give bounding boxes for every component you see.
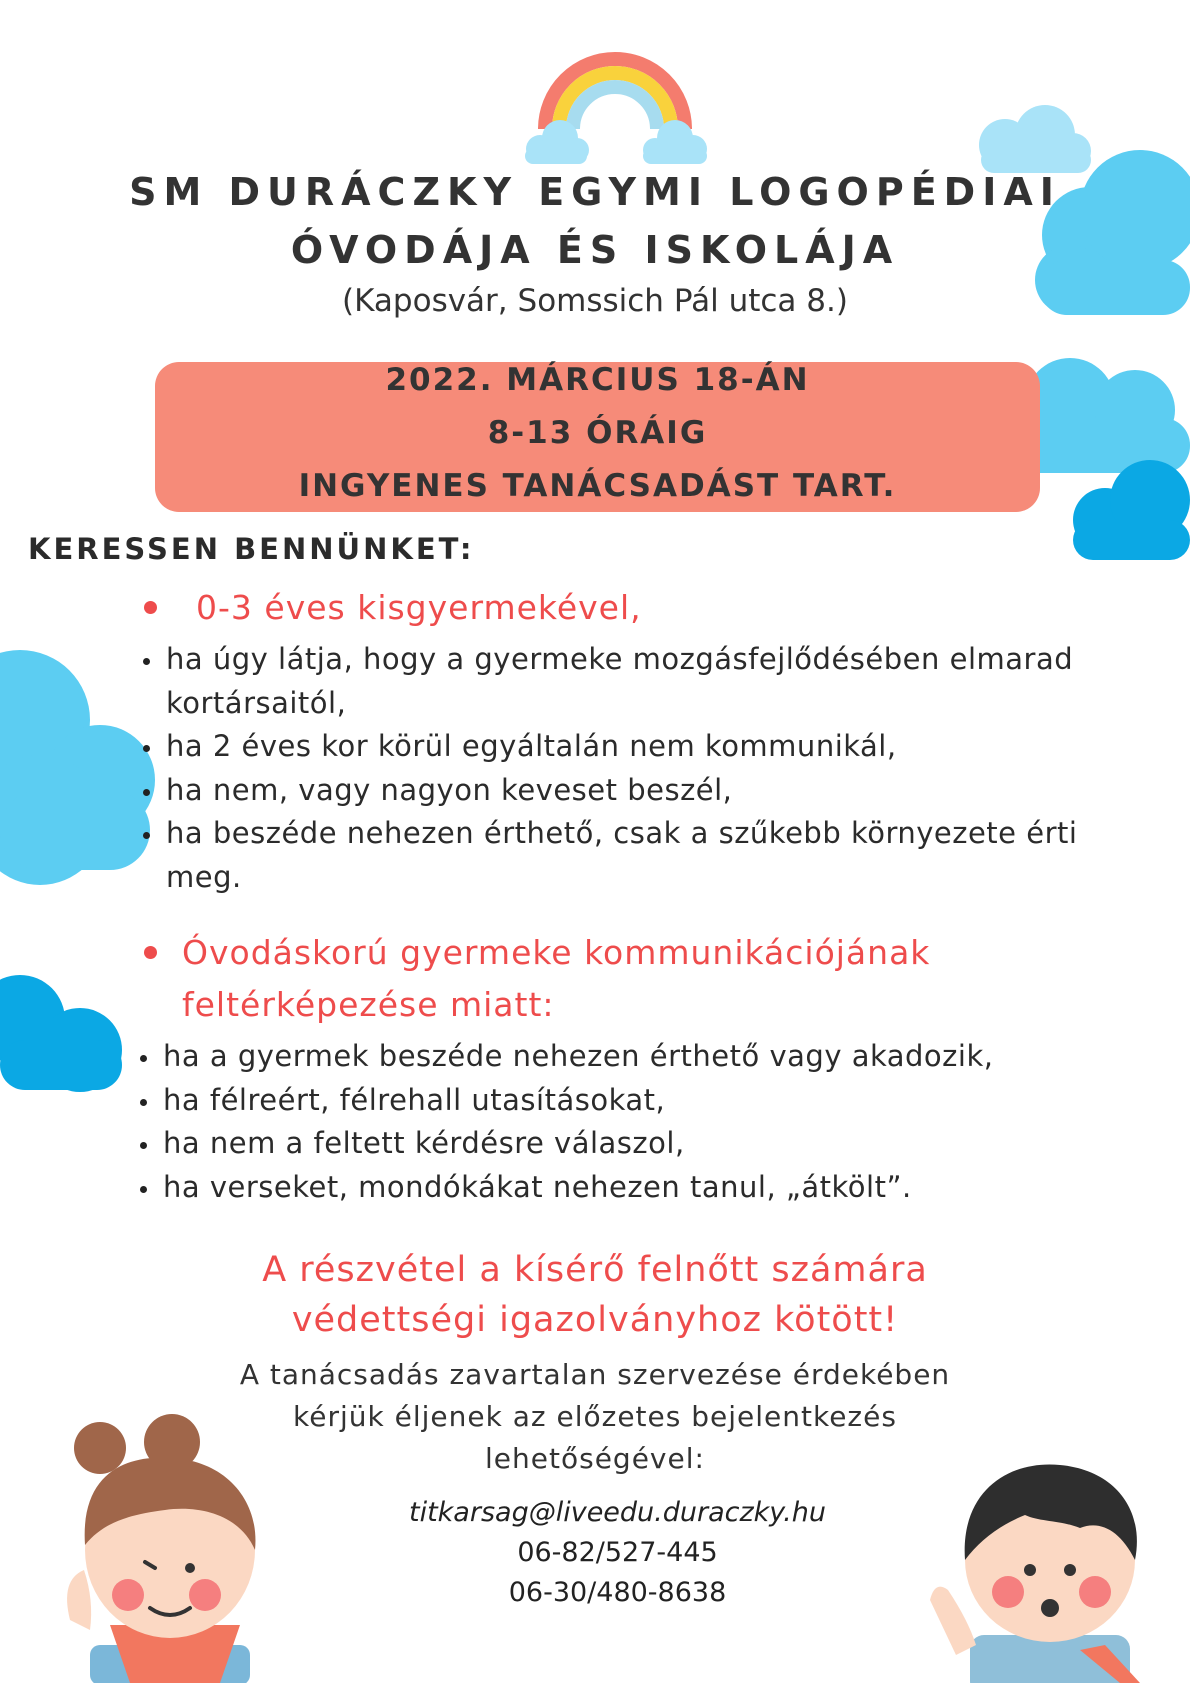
list-item: ha verseket, mondókákat nehezen tanul, „átkölt”. [137,1166,1147,1210]
contact-phone1: 06-82/527-445 [517,1537,718,1568]
list-item: ha nem a feltett kérdésre válaszol, [137,1122,1147,1166]
registration-line1: A tanácsadás zavartalan szervezése érdekében [239,1358,951,1391]
section1-heading: 0-3 éves kisgyermekével, [196,588,642,627]
cloud-icon [0,970,125,1105]
search-heading: KERESSEN BENNÜNKET: [28,532,475,566]
banner-date: 2022. MÁRCIUS 18-ÁN [385,362,810,398]
contact-phone2: 06-30/480-8638 [508,1577,727,1608]
section2-heading-line2: feltérképezése miatt: [182,985,555,1024]
page-title-line2: ÓVODÁJA ÉS ISKOLÁJA [290,228,900,272]
section2-bullet [144,946,157,959]
list-item: ha a gyermek beszéde nehezen érthető vagy akadozik, [137,1035,1147,1079]
contact-email[interactable]: titkarsag@liveedu.duraczky.hu [409,1497,826,1528]
list-item: ha beszéde nehezen érthető, csak a szűkebb környezete érti meg. [140,812,1150,899]
notice-line1: A részvétel a kísérő felnőtt számára [262,1250,928,1290]
list-item: ha félreért, félrehall utasításokat, [137,1079,1147,1123]
section2-list [137,1035,1147,1209]
boy-illustration [930,1450,1150,1683]
list-item: ha nem, vagy nagyon keveset beszél, [140,769,1150,813]
list-item: ha úgy látja, hogy a gyermeke mozgásfejlődésében elmarad kortársaitól, [140,638,1150,725]
banner-hours: 8-13 ÓRÁIG [487,415,708,451]
notice-line2: védettségi igazolványhoz kötött! [291,1300,899,1340]
section1-list [140,638,1150,899]
list-item: ha 2 éves kor körül egyáltalán nem kommunikál, [140,725,1150,769]
banner-offer: INGYENES TANÁCSADÁST TART. [298,468,897,504]
cloud-icon [1065,460,1190,560]
cloud-icon [0,640,160,890]
rainbow-icon [515,34,715,164]
registration-line3: lehetőségével: [485,1442,705,1475]
section2-heading-line1: Óvodáskorú gyermeke kommunikációjának [182,933,931,972]
address: (Kaposvár, Somssich Pál utca 8.) [342,283,848,319]
page-title-line1: SM DURÁCZKY EGYMI LOGOPÉDIAI [129,170,1061,214]
section1-bullet [144,601,157,614]
girl-illustration [50,1410,260,1683]
registration-line2: kérjük éljenek az előzetes bejelentkezés [293,1400,897,1433]
